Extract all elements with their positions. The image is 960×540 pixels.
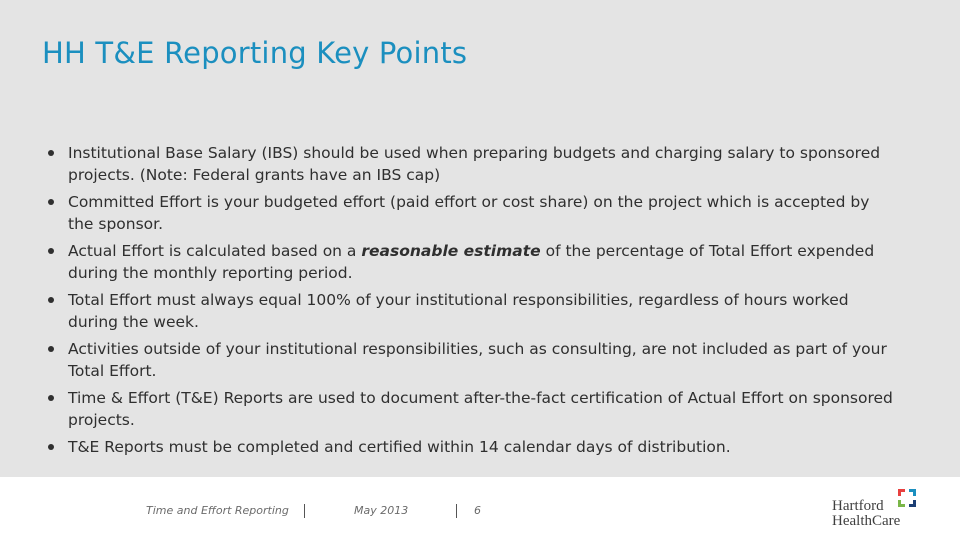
bullet-item xyxy=(48,142,898,186)
bullet-item xyxy=(48,289,898,333)
bullet-text: Institutional Base Salary (IBS) should be used when preparing budgets and charging salary to sponsored projects. (Note: Federal grants have an IBS cap) xyxy=(68,144,881,184)
footer-presentation-title: Time and Effort Reporting xyxy=(146,504,289,517)
bullet-text-emphasis: reasonable estimate xyxy=(361,242,541,260)
slide-footer xyxy=(0,477,960,540)
bullet-item xyxy=(48,191,898,235)
bullet-dot-icon xyxy=(48,150,54,156)
bullet-item xyxy=(48,387,898,431)
bullet-dot-icon xyxy=(48,297,54,303)
bullet-dot-icon xyxy=(48,199,54,205)
bullet-item xyxy=(48,240,898,284)
hartford-healthcare-logo xyxy=(832,487,932,529)
bullet-text: Total Effort must always equal 100% of your institutional responsibilities, regardless of hours worked during the week. xyxy=(68,291,849,331)
bullet-dot-icon xyxy=(48,444,54,450)
bullet-text-lead: Actual Effort is calculated based on a xyxy=(68,242,362,260)
logo-text-line1: Hartford xyxy=(832,498,884,514)
bullet-text-tail: of the percentage of Total Effort expended during the monthly reporting period. xyxy=(68,242,875,282)
bullet-item xyxy=(48,338,898,382)
footer-date: May 2013 xyxy=(354,504,409,517)
logo-text-line2: HealthCare xyxy=(832,513,901,529)
footer-separator xyxy=(304,504,305,518)
bullet-list xyxy=(48,142,898,463)
bullet-text: Time & Effort (T&E) Reports are used to document after-the-fact certification of Actual Effort on sponsored projects. xyxy=(68,389,893,429)
bullet-text: Committed Effort is your budgeted effort (paid effort or cost share) on the project which is accepted by the sponsor. xyxy=(68,193,870,233)
slide-title: HH T&E Reporting Key Points xyxy=(42,36,468,70)
bullet-dot-icon xyxy=(48,346,54,352)
footer-page-number: 6 xyxy=(474,504,481,517)
bullet-item xyxy=(48,436,898,458)
footer-separator xyxy=(456,504,457,518)
bullet-text: T&E Reports must be completed and certified within 14 calendar days of distribution. xyxy=(68,438,731,456)
bullet-dot-icon xyxy=(48,395,54,401)
logo-mark-icon xyxy=(896,487,918,509)
bullet-dot-icon xyxy=(48,248,54,254)
bullet-text: Activities outside of your institutional responsibilities, such as consulting, are not included as part of your Total Effort. xyxy=(68,340,887,380)
